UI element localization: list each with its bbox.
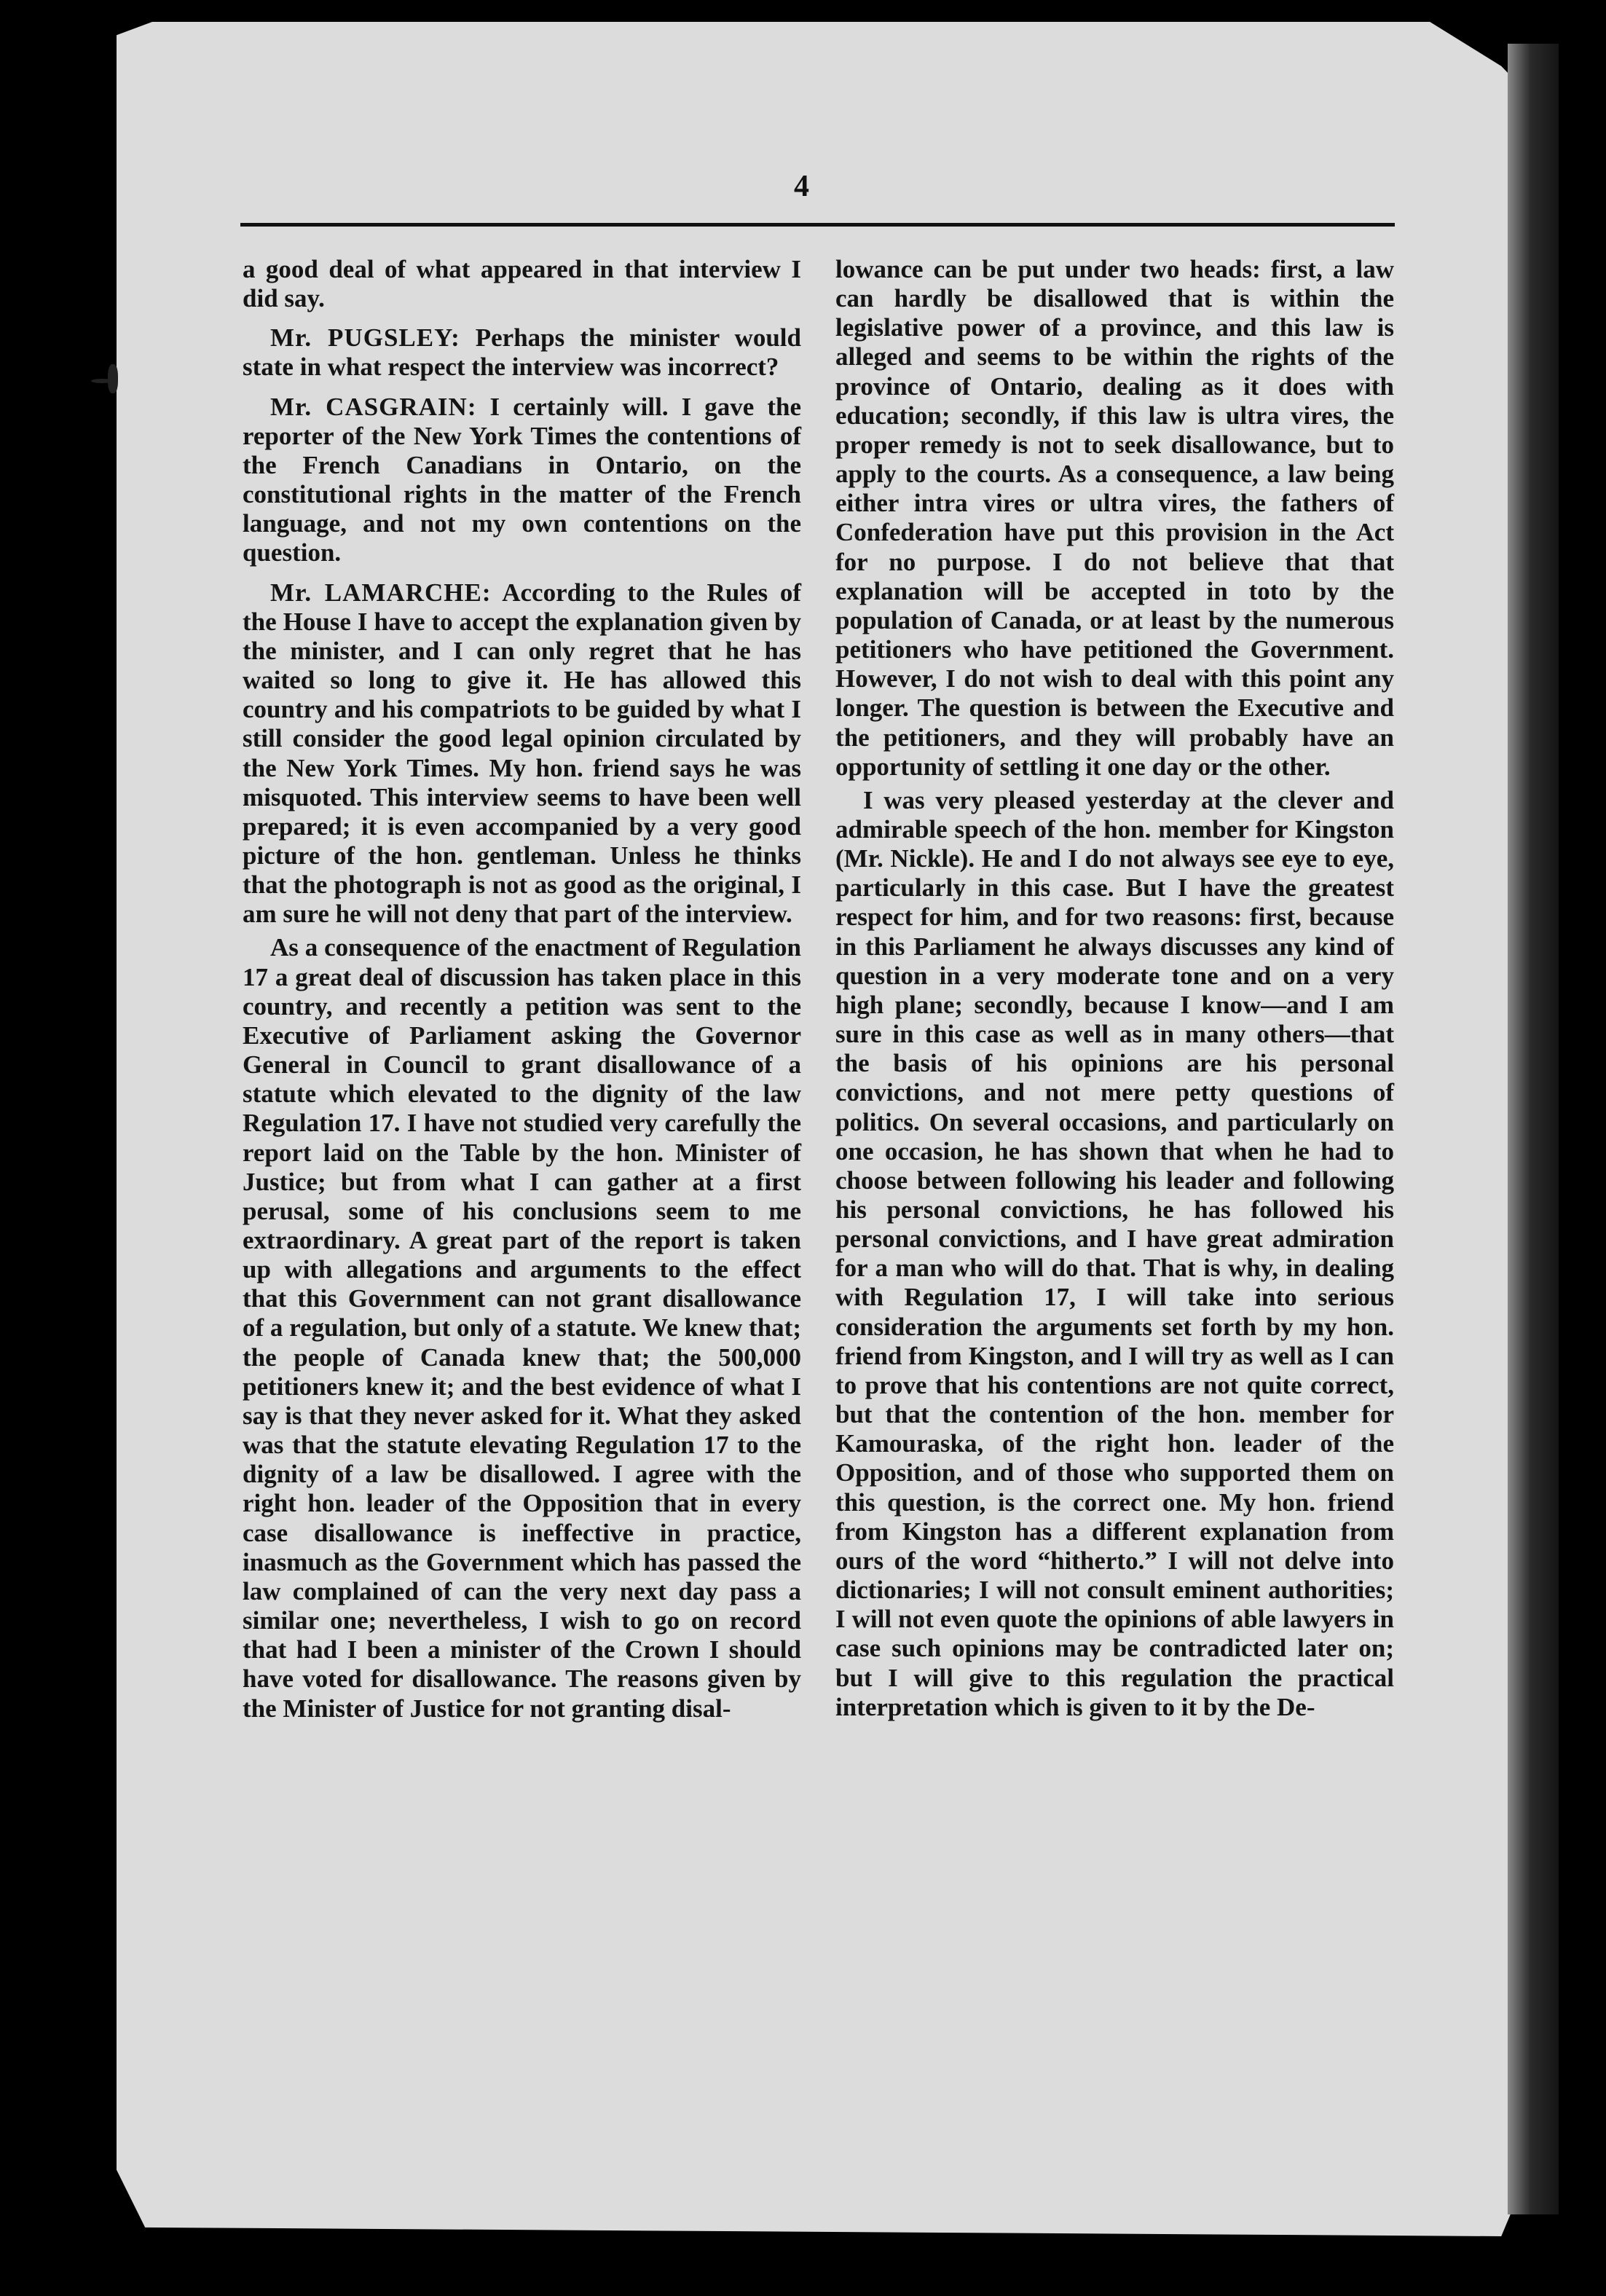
- paragraph-text: According to the Rules of the House I have to accept the explanation given by the minister, and I can only regret that he has waited so long to give it. He has allowed this country and his compatriots to be guided by what I still consider the good legal opinion circulated by the New York Times. My hon. friend says he was misquoted. This interview seems to have been well prepared; it is even accompanied by a very good picture of the hon. gentleman. Unless he thinks that the photograph is not as good as the original, I am sure he will not deny that part of the interview.: [243, 578, 801, 929]
- right-column: [835, 255, 1394, 1722]
- speaker-name: Mr. LAMARCHE:: [270, 578, 492, 607]
- paragraph: [243, 255, 801, 313]
- binding-edge: [1508, 44, 1559, 2214]
- speaker-name: Mr. PUGSLEY:: [270, 323, 460, 353]
- paragraph-text: I certainly will. I gave the reporter of the New York Times the contentions of the French Canadians in Ontario, on the constitutional rights in the matter of the French language, and not my own contentions on the question.: [243, 392, 802, 567]
- paragraph: [243, 933, 801, 1723]
- scan-blemish: [91, 379, 113, 383]
- speaker-name: Mr. CASGRAIN:: [270, 392, 477, 421]
- left-column: [243, 255, 801, 1723]
- paragraph-text: Perhaps the minister would state in what respect the interview was incorrect?: [243, 323, 801, 382]
- page-number: 4: [794, 170, 809, 203]
- paragraph: [835, 255, 1394, 782]
- paragraph-text: a good deal of what appeared in that interview I did say.: [243, 255, 801, 313]
- paragraph: [243, 323, 801, 382]
- paragraph-text: lowance can be put under two heads: first, a law can hardly be disallowed that is within the legislative power of a province, and this law is alleged and seems to be within the rights of the province of Ontario, dealing as it does with education; secondly, if this law is ultra vires, the proper remedy is not to seek disallowance, but to apply to the courts. As a consequence, a law being either intra vires or ultra vires, the fathers of Confederation have put this provision in the Act for no purpose. I do not believe that that explanation will be accepted in toto by the population of Canada, or at least by the numerous petitioners who have petitioned the Government. However, I do not wish to deal with this point any longer. The question is between the Executive and the petitioners, and they will probably have an opportunity of settling it one day or the other.: [835, 255, 1394, 781]
- paragraph: [835, 786, 1394, 1722]
- header-rule: [240, 223, 1395, 227]
- paragraph: [243, 393, 801, 568]
- paragraph: [243, 578, 801, 929]
- paragraph-text: As a consequence of the enactment of Regulation 17 a great deal of discussion has taken place in this country, and recently a petition was sent to the Executive of Parliament asking the Governor General in Council to grant disallowance of a statute which elevated to the dignity of the law Regulation 17. I have not studied very carefully the report laid on the Table by the hon. Minister of Justice; but from what I can gather at a first perusal, some of his conclusions seem to me extraordinary. A great part of the report is taken up with allegations and arguments to the effect that this Government can not grant disallowance of a regulation, but only of a statute. We knew that; the people of Canada knew that; the 500,000 petitioners knew it; and the best evidence of what I say is that they never asked for it. What they asked was that the statute elevating Regulation 17 to the dignity of a law be disallowed. I agree with the right hon. leader of the Opposition that in every case disallowance is ineffective in practice, inasmuch as the Government which has passed the law complained of can the very next day pass a similar one; nevertheless, I wish to go on record that had I been a minister of the Crown I should have voted for disallowance. The reasons given by the Minister of Justice for not granting disal-: [243, 933, 801, 1723]
- paragraph-text: I was very pleased yesterday at the clever and admirable speech of the hon. member for Kingston (Mr. Nickle). He and I do not always see eye to eye, particularly in this case. But I have the greatest respect for him, and for two reasons: first, because in this Parliament he always discusses any kind of question in a very moderate tone and on a very high plane; secondly, because I know—and I am sure in this case as well as in many others—that the basis of his opinions are his personal convictions, and not mere petty questions of politics. On several occasions, and particularly on one occasion, he has shown that when he had to choose between following his leader and following his personal convictions, he has followed his personal convictions, and I have great admiration for a man who will do that. That is why, in dealing with Regulation 17, I will take into serious consideration the arguments set forth by my hon. friend from Kingston, and I will try as well as I can to prove that his contentions are not quite correct, but that the contention of the hon. member for Kamouraska, of the right hon. leader of the Opposition, and of those who supported them on this question, is the correct one. My hon. friend from Kingston has a different explanation from ours of the word “hitherto.” I will not delve into dictionaries; I will not consult eminent authorities; I will not even quote the opinions of able lawyers in case such opinions may be contradicted later on; but I will give to this regulation the practical interpretation which is given to it by the De-: [835, 785, 1394, 1721]
